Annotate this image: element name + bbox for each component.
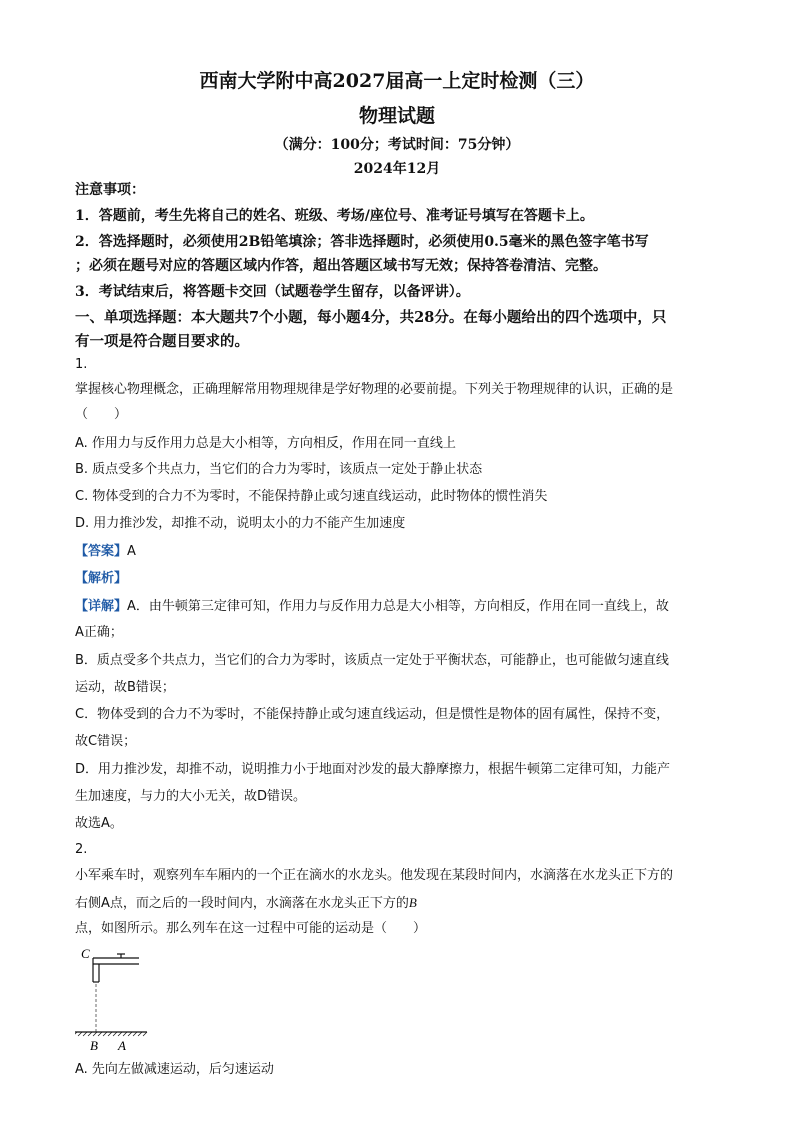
question-2-stem: 小军乘车时，观察列车车厢内的一个正在滴水的水龙头。他发现在某段时间内，水滴落在水龙头正下方的 xyxy=(75,868,674,883)
option-a: A. 作用力与反作用力总是大小相等，方向相反，作用在同一直线上 xyxy=(75,436,456,451)
option-b: B. 质点受多个共点力，当它们的合力为零时，该质点一定处于静止状态 xyxy=(75,462,483,477)
detail-line xyxy=(75,597,725,616)
label-b: B xyxy=(90,1038,98,1053)
question-2-stem-cont xyxy=(75,894,725,913)
detail-b: B．质点受多个共点力，当它们的合力为零时，该质点一定处于平衡状态，可能静止，也可能做匀速直线 xyxy=(75,653,669,668)
label-a: A xyxy=(118,1038,126,1053)
exam-subject: 物理试题 xyxy=(358,105,435,127)
q2-option-a: A. 先向左做减速运动，后匀速运动 xyxy=(75,1062,274,1077)
notice-item-2-cont: ；必须在题号对应的答题区域内作答，超出答题区域书写无效；保持答卷清洁、完整。 xyxy=(75,258,607,274)
detail-text-cont: A正确； xyxy=(75,625,123,640)
question-stem-cont: （ ） xyxy=(75,407,128,422)
detail-b-cont: 运动，故B错误； xyxy=(75,680,175,695)
detail-text: A．由牛顿第三定律可知，作用力与反作用力总是大小相等，方向相反，作用在同一直线上，故 xyxy=(127,599,669,614)
question-number: 1. xyxy=(75,357,88,372)
option-d: D. 用力推沙发，却推不动，说明太小的力不能产生加速度 xyxy=(75,516,406,531)
faucet-diagram xyxy=(75,944,155,1054)
exam-date: 2024年12月 xyxy=(353,161,441,177)
answer-line xyxy=(75,542,725,561)
question-stem: 掌握核心物理概念，正确理解常用物理规律是学好物理的必要前提。下列关于物理规律的认识，正确的是 xyxy=(75,382,674,397)
section-heading-cont: 有一项是符合题目要求的。 xyxy=(75,333,249,350)
conclusion: 故选A。 xyxy=(75,816,123,831)
question-number-2: 2. xyxy=(75,842,88,857)
label-c: C xyxy=(81,946,90,961)
answer-value: A xyxy=(127,544,136,559)
question-2-stem-end: 点，如图所示。那么列车在这一过程中可能的运动是（ ） xyxy=(75,921,427,936)
detail-tag: 【详解】 xyxy=(75,599,128,614)
exam-title: 西南大学附中高2027届高一上定时检测（三） xyxy=(199,70,595,92)
notice-item-2: 2．答选择题时，必须使用2B铅笔填涂；答非选择题时，必须使用0.5毫米的黑色签字笔书写 xyxy=(75,234,649,250)
answer-tag: 【答案】 xyxy=(75,544,128,559)
detail-d-cont: 生加速度，与力的大小无关，故D错误。 xyxy=(75,789,307,804)
point-b-inline: B xyxy=(408,895,417,910)
section-heading: 一、单项选择题：本大题共7个小题，每小题4分，共28分。在每小题给出的四个选项中，只 xyxy=(75,309,667,326)
exam-meta: （满分：100分；考试时间：75分钟） xyxy=(274,137,520,153)
question-2-stem-text: 右侧A点，而之后的一段时间内，水滴落在水龙头正下方的 xyxy=(75,896,409,911)
detail-d: D．用力推沙发，却推不动，说明推力小于地面对沙发的最大静摩擦力，根据牛顿第二定律可知，力能产 xyxy=(75,762,671,777)
notice-item-1: 1．答题前，考生先将自己的姓名、班级、考场/座位号、准考证号填写在答题卡上。 xyxy=(75,208,594,224)
analysis-tag: 【解析】 xyxy=(75,571,128,586)
detail-c-cont: 故C错误； xyxy=(75,734,137,749)
analysis-line xyxy=(75,569,725,588)
notice-heading: 注意事项： xyxy=(75,182,145,198)
detail-c: C．物体受到的合力不为零时，不能保持静止或匀速直线运动，但是惯性是物体的固有属性，保持不变， xyxy=(75,707,670,722)
notice-item-3: 3．考试结束后，将答题卡交回（试题卷学生留存，以备评讲）。 xyxy=(75,284,470,300)
option-c: C. 物体受到的合力不为零时，不能保持静止或匀速直线运动，此时物体的惯性消失 xyxy=(75,489,548,504)
